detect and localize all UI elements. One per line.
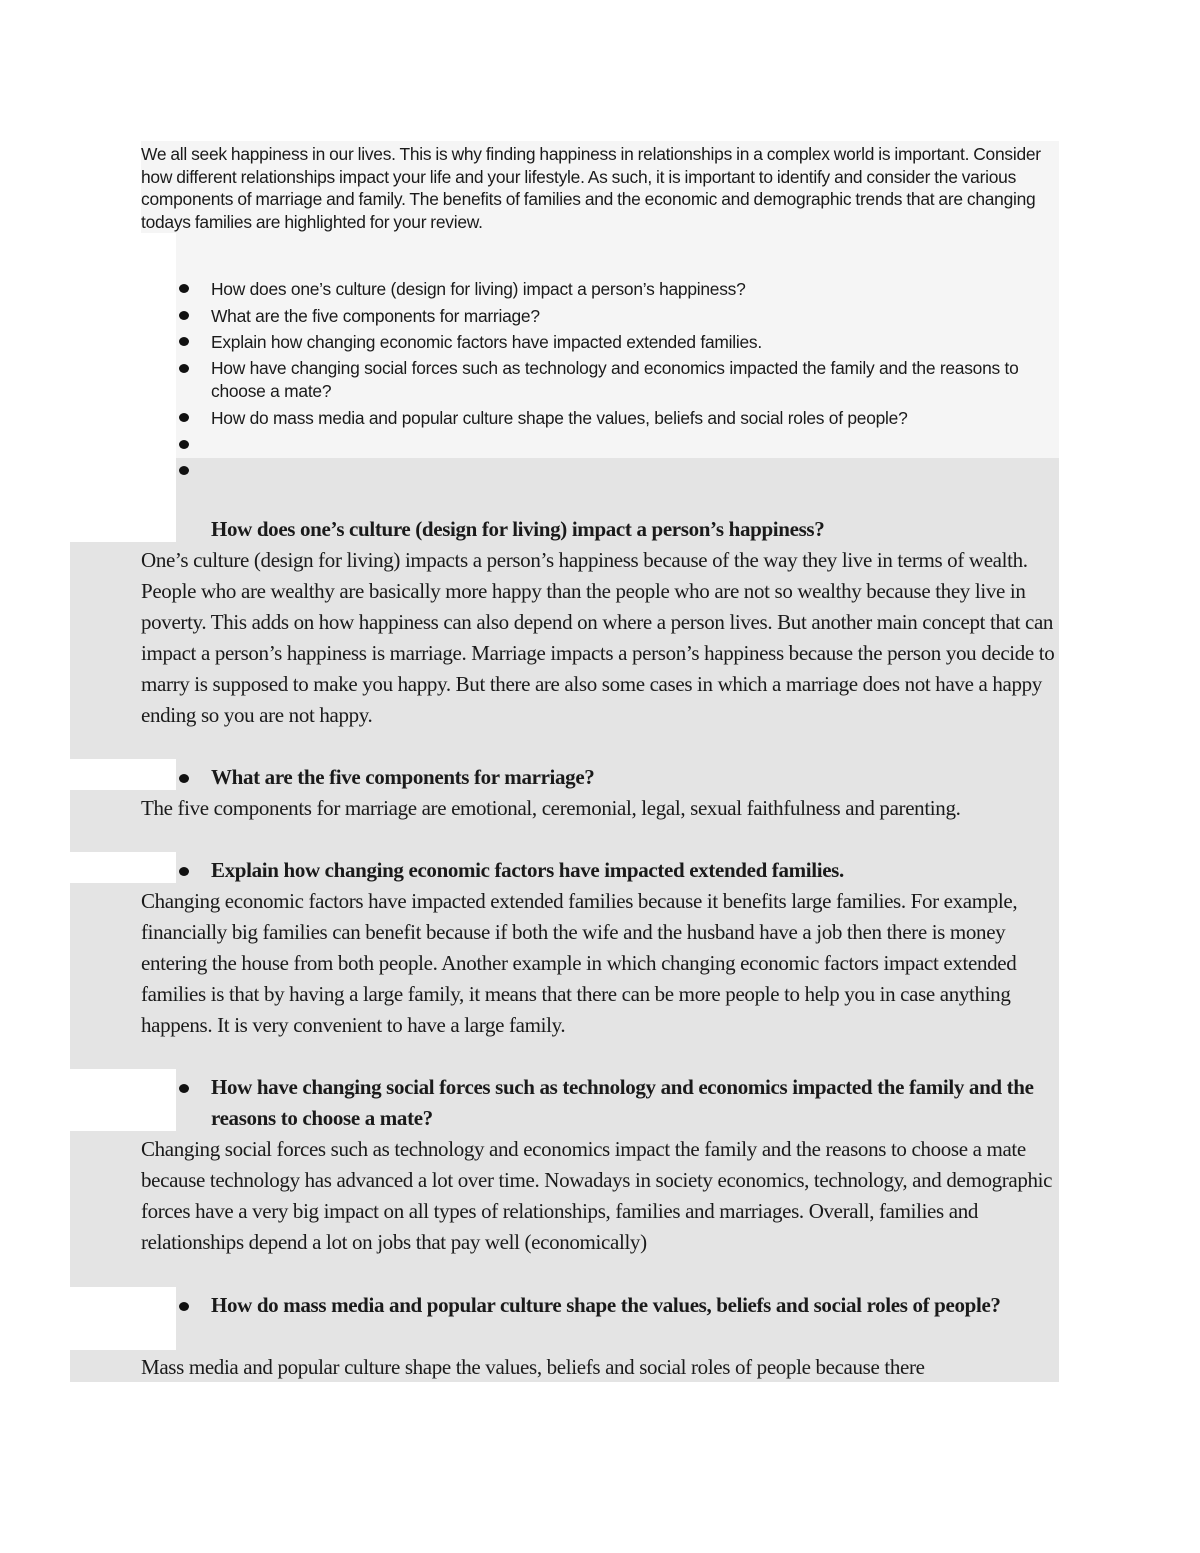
empty-list-item — [176, 459, 1061, 483]
section-heading-text: How have changing social forces such as technology and economics impacted the family and the reasons to choose a mate? — [211, 1075, 1034, 1130]
section-heading-bulleted — [211, 1290, 1061, 1321]
list-item — [176, 277, 1061, 301]
bullet-icon — [179, 440, 189, 449]
bullet-icon — [179, 466, 189, 475]
bullet-icon — [179, 337, 189, 346]
bullet-icon — [179, 867, 189, 876]
bullet-icon — [179, 364, 189, 373]
section-answer: Mass media and popular culture shape the values, beliefs and social roles of people because there — [141, 1355, 925, 1379]
section-answer: The five components for marriage are emotional, ceremonial, legal, sexual faithfulness and parenting. — [141, 796, 961, 820]
bullet-icon — [179, 311, 189, 320]
section-heading-text: What are the five components for marriage? — [211, 765, 595, 789]
empty-list-item — [176, 433, 1061, 457]
section-heading: How does one’s culture (design for living) impact a person’s happiness? — [211, 517, 825, 541]
section-heading-bulleted — [211, 1072, 1061, 1134]
question-text: Explain how changing economic factors have impacted extended families. — [211, 332, 762, 352]
list-item — [176, 304, 1061, 328]
section-heading-text: How do mass media and popular culture shape the values, beliefs and social roles of people? — [211, 1293, 1001, 1317]
bullet-icon — [179, 1084, 189, 1093]
section-answer: Changing social forces such as technology and economics impact the family and the reasons to choose a mate because technology has advanced a lot over time. Nowadays in society economics, technology, and demographic forces have a very big impact on all types of relationships, families and marriages. Overall, families and relationships depend a lot on jobs that pay well (economically) — [141, 1137, 1053, 1254]
question-list — [176, 277, 1061, 483]
bullet-icon — [179, 1302, 189, 1311]
question-text: How do mass media and popular culture shape the values, beliefs and social roles of people? — [211, 408, 908, 428]
bullet-icon — [179, 284, 189, 293]
section-heading-bulleted — [211, 762, 1061, 793]
section-heading-text: Explain how changing economic factors have impacted extended families. — [211, 858, 844, 882]
intro-paragraph: We all seek happiness in our lives. This is why finding happiness in relationships in a complex world is important. Consider how different relationships impact your life and your lifestyle. As such, it is important to identify and consider the various components of marriage and family. The benefits of families and the economic and demographic trends that are changing todays families are highlighted for your review. — [141, 144, 1041, 232]
list-item — [176, 357, 1061, 404]
question-text: What are the five components for marriage? — [211, 305, 540, 326]
section-heading-bulleted — [211, 855, 1061, 886]
question-text: How have changing social forces such as technology and economics impacted the family and the reasons to choose a mate? — [211, 357, 1019, 401]
list-item — [176, 330, 1061, 354]
bullet-icon — [179, 413, 189, 422]
section-answer: One’s culture (design for living) impacts a person’s happiness because of the way they live in terms of wealth. People who are wealthy are basically more happy than the people who are not so wealthy because they live in poverty. This adds on how happiness can also depend on where a person lives. But another main concept that can impact a person’s happiness is marriage. Marriage impacts a person’s happiness because the person you decide to marry is supposed to make you happy. But there are also some cases in which a marriage does not have a happy ending so you are not happy. — [141, 548, 1055, 727]
bullet-icon — [179, 774, 189, 783]
section-answer: Changing economic factors have impacted extended families because it benefits large families. For example, financially big families can benefit because if both the wife and the husband have a job then there is money entering the house from both people. Another example in which changing economic factors impact extended families is that by having a large family, it means that there can be more people to help you in case anything happens. It is very convenient to have a large family. — [141, 889, 1018, 1037]
question-text: How does one’s culture (design for living) impact a person’s happiness? — [211, 279, 746, 299]
list-item — [176, 406, 1061, 430]
